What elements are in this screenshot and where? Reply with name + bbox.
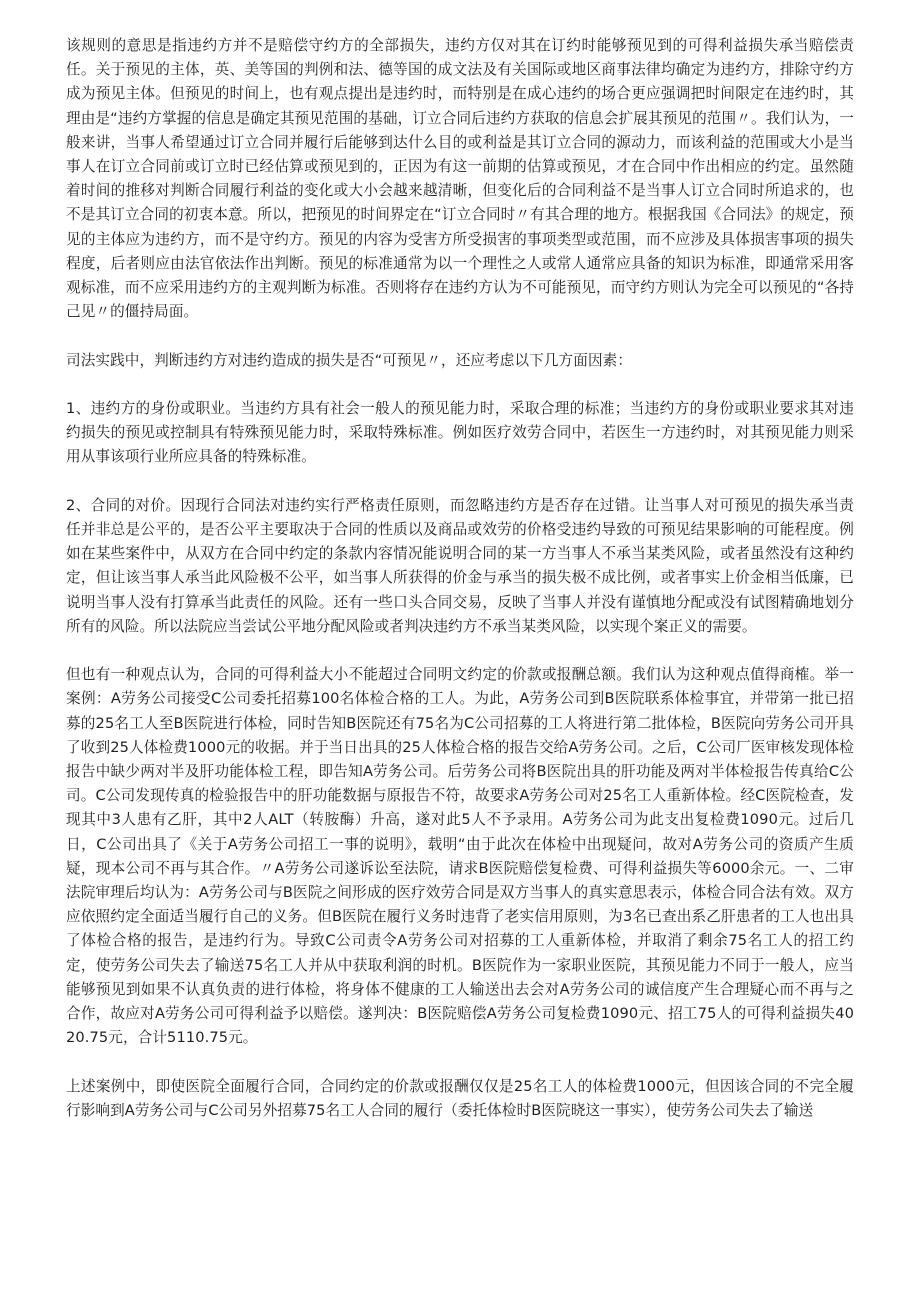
paragraph-judicial-practice: 司法实践中，判断违约方对违约造成的损失是否“可预见〃，还应考虑以下几方面因素： xyxy=(66,351,633,369)
paragraph-factor-consideration: 2、合同的对价。因现行合同法对违约实行严格责任原则，而忽略违约方是否存在过错。让当事人对可预见的损失承当责任并非总是公平的，是否公平主要取决于合同的性质以及商品或效劳的价格受违约导致的可预见结果影响的可能程度。例如在某些案件中，从双方在合同中约定的条款内容情况能说明合同的某一方当事人不承当某类风险，或者虽然没有这种约定，但让该当事人承当此风险极不公平，如当事人所获得的价金与承当的损失极不成比例，或者事实上价金相当低廉，已说明当事人没有打算承当此责任的风险。还有一些口头合同交易，反映了当事人并没有谨慎地分配或没有试图精确地划分所有的风险。所以法院应当尝试公平地分配风险或者判决违约方不承当某类风险，以实现个案正义的需要。 xyxy=(66,496,854,635)
paragraph-factor-identity: 1、违约方的身份或职业。当违约方具有社会一般人的预见能力时，采取合理的标准；当违约方的身份或职业要求其对违约损失的预见或控制具有特殊预见能力时，采取特殊标准。例如医疗效劳合同中，若医生一方违约时，对其预见能力则采用从事该项行业所应具备的特殊标准。 xyxy=(66,400,854,466)
paragraph-case-analysis: 上述案例中，即使医院全面履行合同，合同约定的价款或报酬仅仅是25名工人的体检费1000元，但因该合同的不完全履行影响到A劳务公司与C公司另外招募75名工人合同的履行（委托体检时B医院晓这一事实），使劳务公司失去了输送 xyxy=(66,1077,854,1119)
paragraph-case-example: 但也有一种观点认为，合同的可得利益大小不能超过合同明文约定的价款或报酬总额。我们认为这种观点值得商榷。举一案例：A劳务公司接受C公司委托招募100名体检合格的工人。为此，A劳务公司到B医院联系体检事宜，并带第一批已招募的25名工人至B医院进行体检，同时告知B医院还有75名为C公司招募的工人将进行第二批体检，B医院向劳务公司开具了收到25人体检费1000元的收据。并于当日出具的25人体检合格的报告交给A劳务公司。之后，C公司厂医审核发现体检报告中缺少两对半及肝功能体检工程，即告知A劳务公司。后劳务公司将B医院出具的肝功能及两对半体检报告传真给C公司。C公司发现传真的检验报告中的肝功能数据与原报告不符，故要求A劳务公司对25名工人重新体检。经C医院检查，发现其中3人患有乙肝，其中2人ALT（转胺酶）升高，遂对此5人不予录用。A劳务公司为此支出复检费1090元。过后几日，C公司出具了《关于A劳务公司招工一事的说明》，载明“由于此次在体检中出现疑问，故对A劳务公司的资质产生质疑，现本公司不再与其合作。〃A劳务公司遂诉讼至法院，请求B医院赔偿复检费、可得利益损失等6000余元。一、二审法院审理后均认为：A劳务公司与B医院之间形成的医疗效劳合同是双方当事人的真实意思表示，体检合同合法有效。双方应依照约定全面适当履行自己的义务。但B医院在履行义务时违背了老实信用原则，为3名已查出系乙肝患者的工人也出具了体检合格的报告，是违约行为。导致C公司责令A劳务公司对招募的工人重新体检，并取消了剩余75名工人的招工约定，使劳务公司失去了输送75名工人并从中获取利润的时机。B医院作为一家职业医院，其预见能力不同于一般人，应当能够预见到如果不认真负责的进行体检，将身体不健康的工人输送出去会对A劳务公司的诚信度产生合理疑心而不再与之合作，故应对A劳务公司可得利益予以赔偿。遂判决：B医院赔偿A劳务公司复检费1090元、招工75人的可得利益损失4020.75元，合计5110.75元。 xyxy=(66,666,854,1047)
paragraph-foreseeability-rule: 该规则的意思是指违约方并不是赔偿守约方的全部损失，违约方仅对其在订约时能够预见到的可得利益损失承当赔偿责任。关于预见的主体，英、美等国的判例和法、德等国的成文法及有关国际或地区商事法律均确定为违约方，排除守约方成为预见主体。但预见的时间上，也有观点提出是违约时，而特别是在成心违约的场合更应强调把时间限定在违约时，其理由是“违约方掌握的信息是确定其预见范围的基础，订立合同后违约方获取的信息会扩展其预见的范围〃。我们认为，一般来讲，当事人希望通过订立合同并履行后能够到达什么目的或利益是其订立合同的源动力，而该利益的范围或大小是当事人在订立合同前或订立时已经估算或预见到的，正因为有这一前期的估算或预见，才在合同中作出相应的约定。虽然随着时间的推移对判断合同履行利益的变化或大小会越来越清晰，但变化后的合同利益不是当事人订立合同时所追求的，也不是其订立合同的初衷本意。所以，把预见的时间界定在“订立合同时〃有其合理的地方。根据我国《合同法》的规定，预见的主体应为违约方，而不是守约方。预见的内容为受害方所受损害的事项类型或范围，而不应涉及具体损害事项的损失程度，后者则应由法官依法作出判断。预见的标准通常为以一个理性之人或常人通常应具备的知识为标准，即通常采用客观标准，而不应采用违约方的主观判断为标准。否则将存在违约方认为不可能预见，而守约方则认为完全可以预见的“各持己见〃的僵持局面。 xyxy=(66,37,854,321)
document-page xyxy=(66,34,854,1274)
